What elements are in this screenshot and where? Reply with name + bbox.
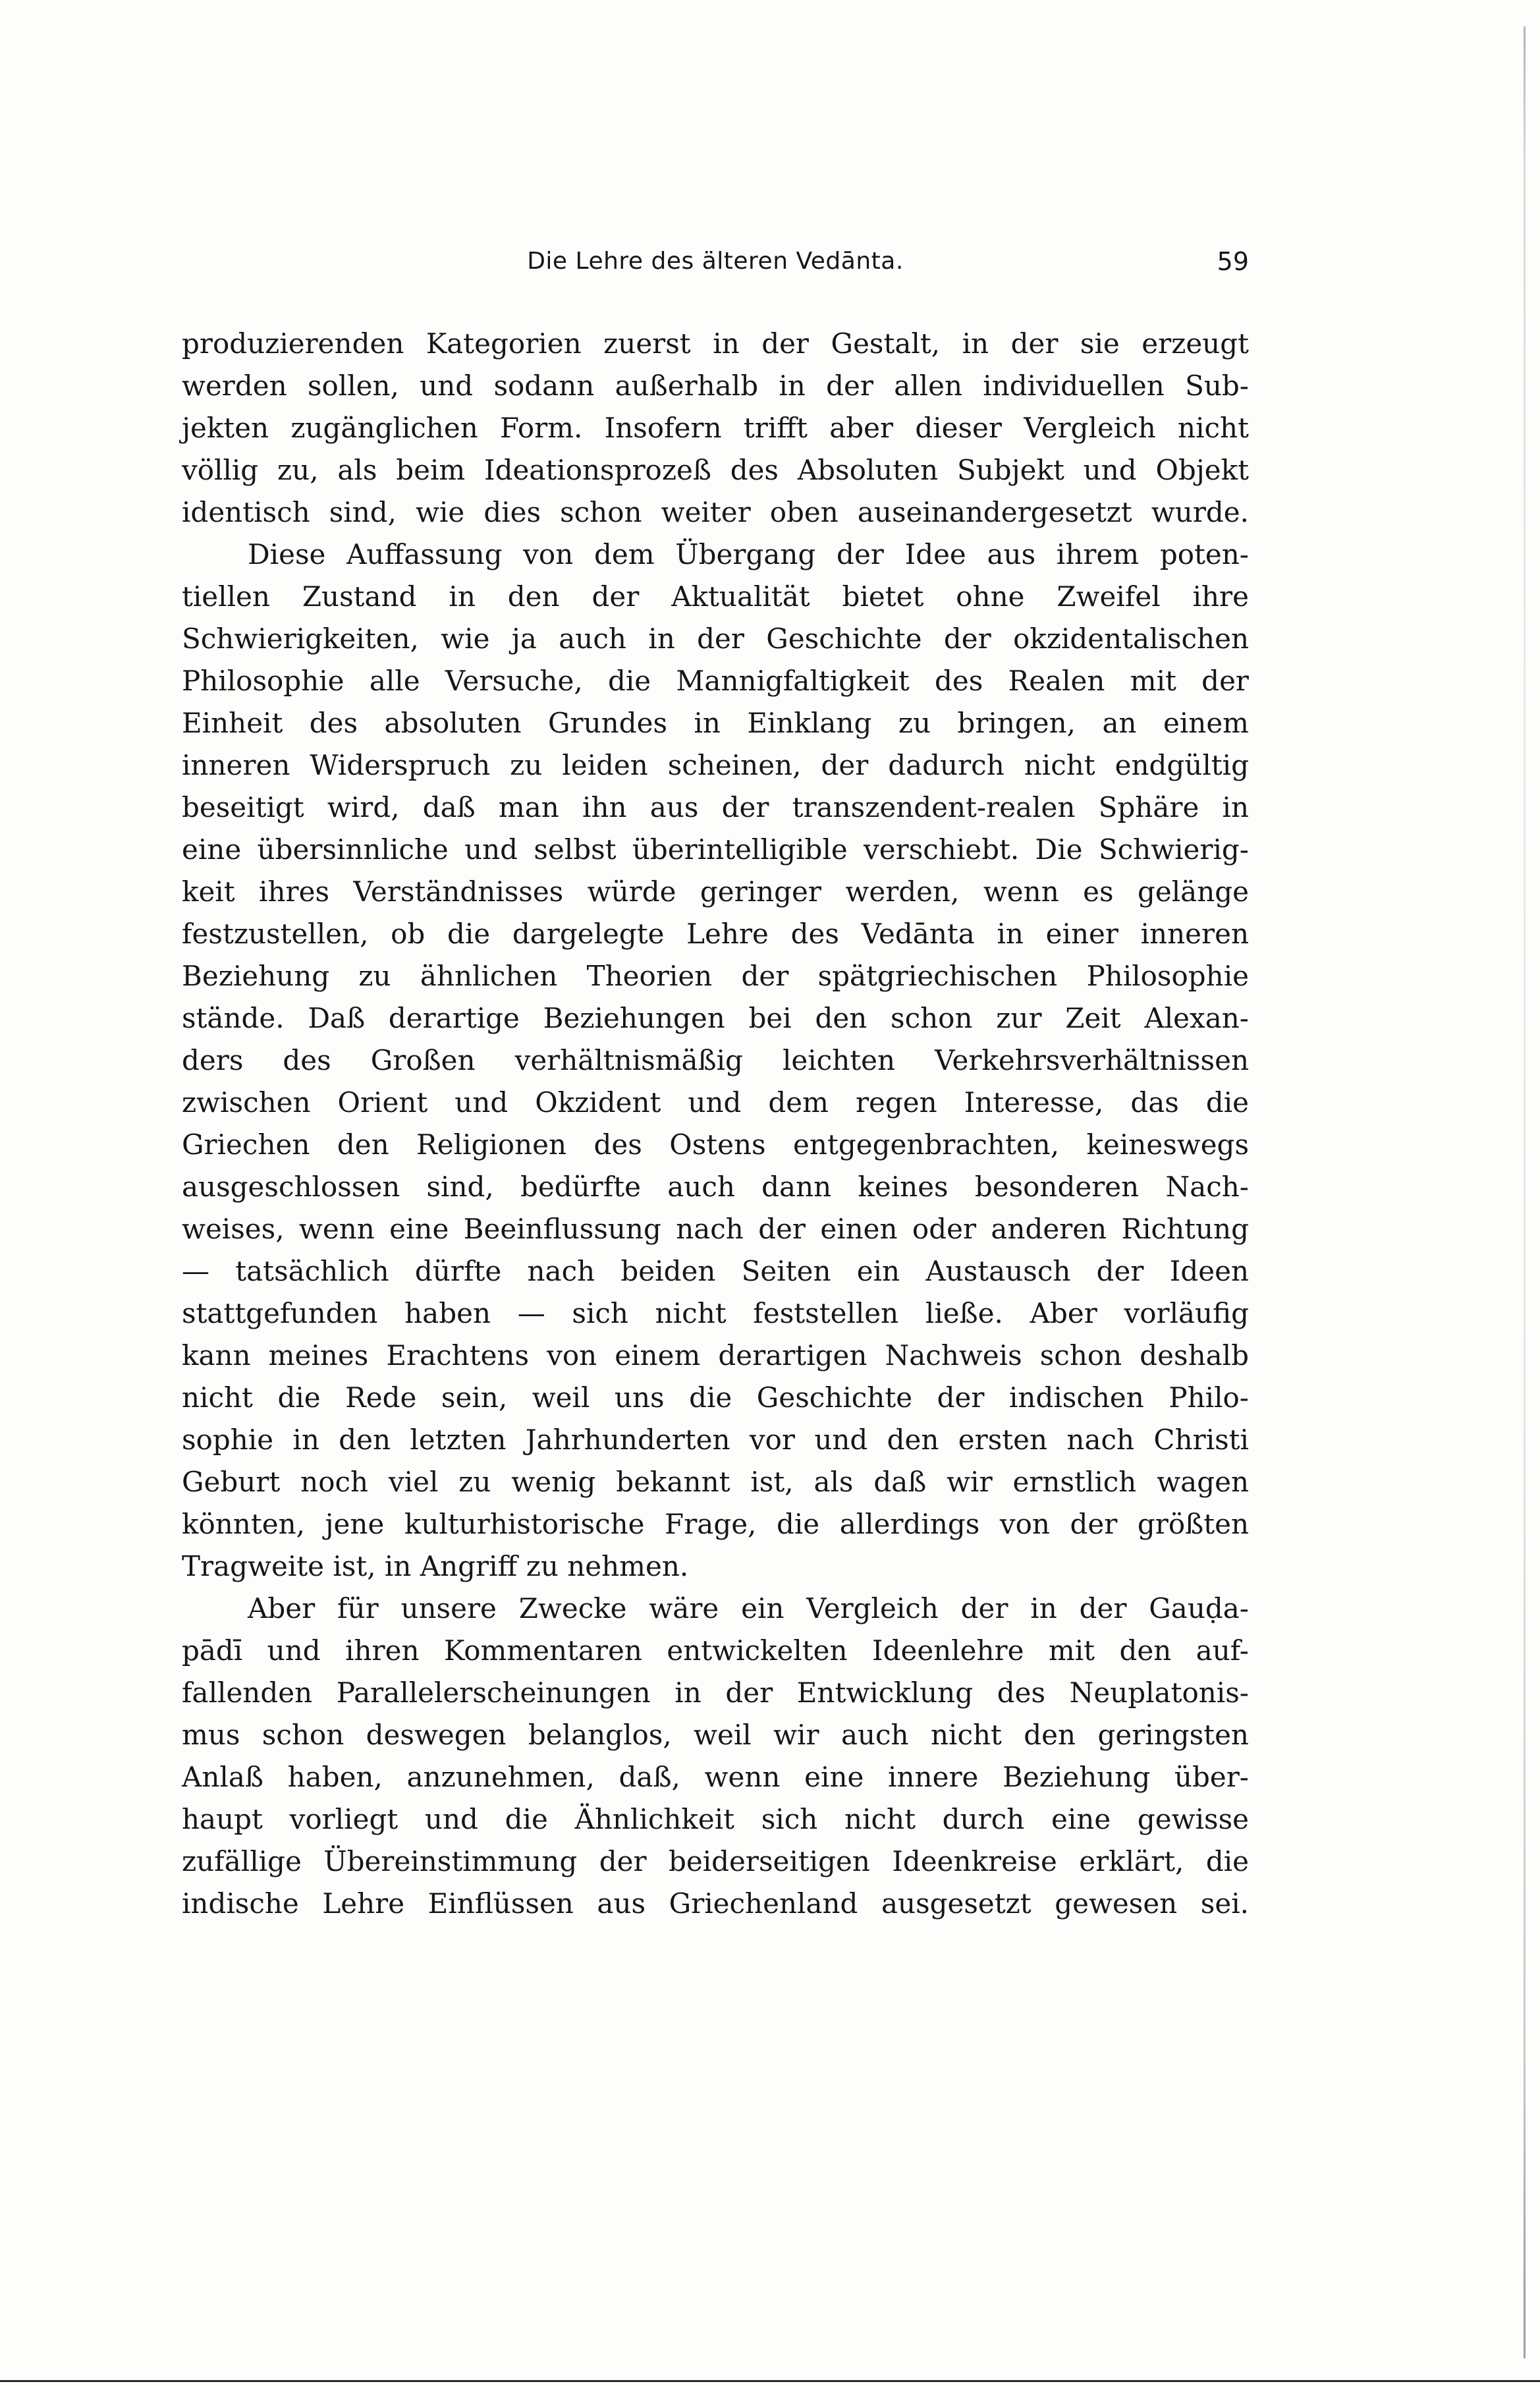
text-line: sophie in den letzten Jahrhunderten vor und den ersten nach Christi <box>182 1424 1249 1456</box>
scan-edge-bottom <box>0 2380 1540 2382</box>
text-line: fallenden Parallelerscheinungen in der Entwicklung des Neuplatonis- <box>182 1677 1249 1709</box>
text-line: stattgefunden haben — sich nicht feststellen ließe. Aber vorläufig <box>182 1297 1249 1329</box>
text-line: Anlaß haben, anzunehmen, daß, wenn eine innere Beziehung über- <box>182 1761 1249 1793</box>
running-title: Die Lehre des älteren Vedānta. <box>527 248 904 275</box>
text-line: festzustellen, ob die dargelegte Lehre des Vedānta in einer inneren <box>182 918 1249 950</box>
text-line: stände. Daß derartige Beziehungen bei den schon zur Zeit Alexan- <box>182 1002 1249 1034</box>
page-number: 59 <box>1217 247 1249 276</box>
text-line: werden sollen, und sodann außerhalb in der allen individuellen Sub- <box>182 370 1249 402</box>
text-line: pādī und ihren Kommentaren entwickelten Ideenlehre mit den auf- <box>182 1634 1249 1667</box>
text-line: indische Lehre Einflüssen aus Griechenland ausgesetzt gewesen sei. <box>182 1887 1249 1920</box>
text-line: könnten, jene kulturhistorische Frage, die allerdings von der größten <box>182 1508 1249 1540</box>
text-line: — tatsächlich dürfte nach beiden Seiten ein Austausch der Ideen <box>182 1255 1249 1287</box>
text-line: zwischen Orient und Okzident und dem regen Interesse, das die <box>182 1086 1249 1119</box>
text-line: Griechen den Religionen des Ostens entgegenbrachten, keineswegs <box>182 1128 1249 1161</box>
text-line: tiellen Zustand in den der Aktualität bietet ohne Zweifel ihre <box>182 580 1249 613</box>
text-line: Beziehung zu ähnlichen Theorien der spätgriechischen Philosophie <box>182 960 1249 992</box>
text-line: ders des Großen verhältnismäßig leichten Verkehrsverhältnissen <box>182 1044 1249 1076</box>
text-line: keit ihres Verständnisses würde geringer werden, wenn es gelänge <box>182 875 1249 908</box>
text-line: eine übersinnliche und selbst überintelligible verschiebt. Die Schwierig- <box>182 833 1249 866</box>
text-line: nicht die Rede sein, weil uns die Geschichte der indischen Philo- <box>182 1381 1249 1414</box>
text-line: zufällige Übereinstimmung der beiderseitigen Ideenkreise erklärt, die <box>182 1845 1249 1877</box>
text-line: identisch sind, wie dies schon weiter oben auseinandergesetzt wurde. <box>182 496 1249 528</box>
text-line: beseitigt wird, daß man ihn aus der transzendent-realen Sphäre in <box>182 791 1249 823</box>
text-line: ausgeschlossen sind, bedürfte auch dann keines besonderen Nach- <box>182 1171 1249 1203</box>
text-line: inneren Widerspruch zu leiden scheinen, der dadurch nicht endgültig <box>182 749 1249 781</box>
text-line: jekten zugänglichen Form. Insofern trifft aber dieser Vergleich nicht <box>182 412 1249 444</box>
paragraph-end-line: Tragweite ist, in Angriff zu nehmen. <box>182 1550 689 1582</box>
text-line: Schwierigkeiten, wie ja auch in der Geschichte der okzidentalischen <box>182 623 1249 655</box>
text-line: völlig zu, als beim Ideationsprozeß des Absoluten Subjekt und Objekt <box>182 454 1249 486</box>
paragraph-start-line: Aber für unsere Zwecke wäre ein Vergleich der in der Gauḍa- <box>248 1592 1249 1624</box>
page-header <box>182 238 1249 285</box>
body-text <box>182 323 1249 1925</box>
paragraph-start-line: Diese Auffassung von dem Übergang der Idee aus ihrem poten- <box>248 538 1249 570</box>
text-line: weises, wenn eine Beeinflussung nach der einen oder anderen Richtung <box>182 1213 1249 1245</box>
text-line: kann meines Erachtens von einem derartigen Nachweis schon deshalb <box>182 1339 1249 1372</box>
text-line: Einheit des absoluten Grundes in Einklang zu bringen, an einem <box>182 707 1249 739</box>
text-line: Geburt noch viel zu wenig bekannt ist, als daß wir ernstlich wagen <box>182 1466 1249 1498</box>
text-line: Philosophie alle Versuche, die Mannigfaltigkeit des Realen mit der <box>182 665 1249 697</box>
scan-edge-right <box>1524 26 1526 2358</box>
text-line: produzierenden Kategorien zuerst in der Gestalt, in der sie erzeugt <box>182 327 1249 360</box>
text-line: haupt vorliegt und die Ähnlichkeit sich nicht durch eine gewisse <box>182 1803 1249 1835</box>
text-line: mus schon deswegen belanglos, weil wir auch nicht den geringsten <box>182 1719 1249 1751</box>
